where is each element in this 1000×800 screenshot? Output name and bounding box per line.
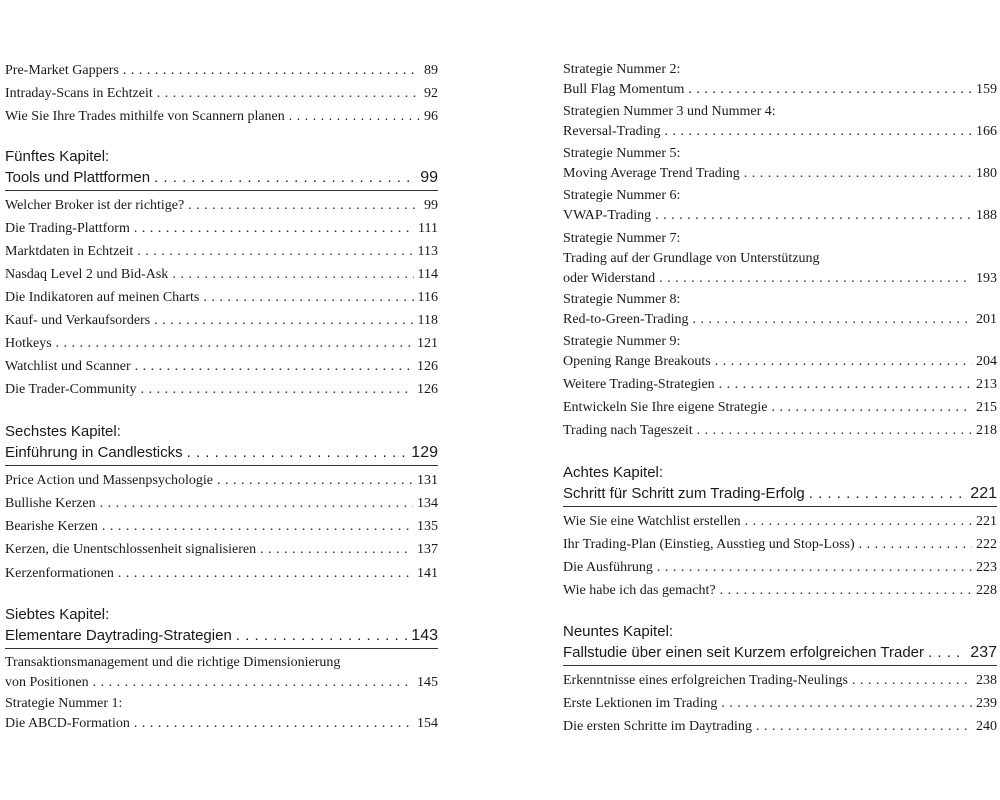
chapter-divider	[5, 465, 438, 466]
toc-entry[interactable]	[5, 83, 438, 104]
toc-entry[interactable]	[5, 470, 438, 491]
entry-page: 154	[417, 716, 438, 731]
toc-entry[interactable]	[5, 653, 438, 693]
entry-line: Strategie Nummer 9:	[563, 334, 681, 349]
entry-page: 114	[417, 267, 438, 282]
entry-title: Die Indikatoren auf meinen Charts	[5, 290, 200, 305]
leader-dots	[154, 310, 413, 331]
leader-dots	[134, 714, 413, 734]
entry-line: Trading auf der Grundlage von Unterstützung	[563, 251, 820, 266]
entry-title: Wie Sie Ihre Trades mithilfe von Scannern planen	[5, 109, 285, 124]
leader-dots	[260, 539, 413, 560]
entry-line: Strategie Nummer 2:	[563, 62, 681, 77]
entry-title: Bearishe Kerzen	[5, 519, 98, 534]
chapter-heading-6[interactable]	[5, 422, 438, 463]
chapter-label: Neuntes Kapitel:	[563, 623, 674, 640]
chapter-title: Schritt für Schritt zum Trading-Erfolg	[563, 485, 805, 502]
entry-page: 141	[417, 566, 438, 581]
entry-line: Strategie Nummer 5:	[563, 146, 681, 161]
leader-dots	[157, 83, 420, 104]
entry-title: Moving Average Trend Trading	[563, 166, 740, 181]
chapter-title: Einführung in Candlesticks	[5, 444, 183, 461]
toc-entry[interactable]	[5, 310, 438, 331]
toc-entry[interactable]	[5, 493, 438, 514]
entry-title: Price Action und Massenpsychologie	[5, 473, 214, 488]
chapter-title: Elementare Daytrading-Strategien	[5, 627, 232, 644]
entry-title: Weitere Trading-Strategien	[563, 377, 715, 392]
entry-title: Wie Sie eine Watchlist erstellen	[563, 514, 741, 529]
leader-dots	[134, 218, 414, 239]
leader-dots	[187, 442, 408, 463]
entry-page: 193	[976, 271, 997, 286]
toc-entry[interactable]	[563, 186, 997, 226]
entry-title: Marktdaten in Echtzeit	[5, 244, 134, 259]
entry-line: Strategie Nummer 7:	[563, 231, 681, 246]
toc-entry[interactable]	[5, 264, 438, 285]
leader-dots	[100, 493, 413, 514]
entry-page: 135	[417, 519, 438, 534]
entry-title: Die Trading-Plattform	[5, 221, 130, 236]
entry-title: VWAP-Trading	[563, 208, 652, 223]
toc-entry[interactable]	[5, 218, 438, 239]
leader-dots	[289, 106, 420, 127]
chapter-divider	[5, 190, 438, 191]
toc-entry[interactable]	[5, 539, 438, 560]
entry-line: Strategien Nummer 3 und Nummer 4:	[563, 104, 776, 119]
chapter-label: Siebtes Kapitel:	[5, 606, 110, 623]
entry-title: Kerzenformationen	[5, 566, 114, 581]
entry-title: Pre-Market Gappers	[5, 63, 119, 78]
toc-entry[interactable]	[5, 694, 438, 734]
entry-page: 228	[976, 583, 997, 598]
entry-title: Trading nach Tageszeit	[563, 423, 693, 438]
entry-title: Red-to-Green-Trading	[563, 312, 689, 327]
leader-dots	[928, 642, 966, 663]
entry-line: Strategie Nummer 1:	[5, 696, 123, 711]
entry-page: 215	[976, 400, 997, 415]
entry-page: 145	[417, 675, 438, 690]
leader-dots	[745, 511, 972, 532]
toc-entry[interactable]	[563, 229, 997, 289]
toc-entry[interactable]	[5, 195, 438, 216]
toc-entry[interactable]	[563, 397, 997, 418]
toc-entry[interactable]	[563, 332, 997, 372]
entry-page: 118	[417, 313, 438, 328]
chapter-title: Tools und Plattformen	[5, 169, 151, 186]
chapter-heading-7[interactable]	[5, 605, 438, 646]
leader-dots	[217, 470, 413, 491]
entry-title: Die ABCD-Formation	[5, 716, 130, 731]
entry-page: 134	[417, 496, 438, 511]
chapter-label: Sechstes Kapitel:	[5, 423, 121, 440]
toc-entry[interactable]	[5, 106, 438, 127]
chapter-label: Achtes Kapitel:	[563, 464, 664, 481]
leader-dots	[102, 516, 413, 537]
leader-dots	[203, 287, 413, 308]
entry-page: 238	[976, 673, 997, 688]
entry-page: 180	[976, 166, 997, 181]
leader-dots	[657, 557, 972, 578]
leader-dots	[859, 534, 972, 555]
leader-dots	[721, 693, 972, 714]
toc-entry[interactable]	[5, 241, 438, 262]
toc-entry[interactable]	[563, 102, 997, 142]
entry-title: Intraday-Scans in Echtzeit	[5, 86, 153, 101]
entry-page: 99	[424, 198, 438, 213]
leader-dots	[135, 356, 413, 377]
chapter-page: 221	[970, 485, 997, 502]
chapter-heading-5[interactable]	[5, 147, 438, 188]
entry-page: 239	[976, 696, 997, 711]
leader-dots	[771, 397, 972, 418]
entry-title: oder Widerstand	[563, 271, 656, 286]
leader-dots	[809, 483, 967, 504]
chapter-page: 129	[411, 444, 438, 461]
entry-page: 204	[976, 354, 997, 369]
entry-line: Strategie Nummer 8:	[563, 292, 681, 307]
toc-entry[interactable]	[563, 693, 997, 714]
entry-page: 240	[976, 719, 997, 734]
toc-entry[interactable]	[5, 333, 438, 354]
toc-entry[interactable]	[563, 511, 997, 532]
entry-title: Erste Lektionen im Trading	[563, 696, 718, 711]
chapter-divider	[5, 648, 438, 649]
entry-page: 221	[976, 514, 997, 529]
leader-dots	[715, 352, 972, 372]
entry-title: Kerzen, die Unentschlossenheit signalisieren	[5, 542, 257, 557]
chapter-divider	[563, 665, 997, 666]
entry-page: 137	[417, 542, 438, 557]
entry-page: 131	[417, 473, 438, 488]
leader-dots	[852, 670, 972, 691]
entry-page: 159	[976, 82, 997, 97]
chapter-page: 237	[970, 644, 997, 661]
entry-title: Opening Range Breakouts	[563, 354, 711, 369]
entry-page: 89	[424, 63, 438, 78]
entry-page: 121	[417, 336, 438, 351]
leader-dots	[692, 310, 972, 330]
leader-dots	[659, 269, 972, 289]
entry-page: 116	[417, 290, 438, 305]
entry-title: Kauf- und Verkaufsorders	[5, 313, 151, 328]
chapter-divider	[563, 506, 997, 507]
entry-title: Nasdaq Level 2 und Bid-Ask	[5, 267, 169, 282]
entry-page: 223	[976, 560, 997, 575]
entry-page: 218	[976, 423, 997, 438]
leader-dots	[118, 563, 413, 584]
entry-page: 126	[417, 359, 438, 374]
toc-entry[interactable]	[563, 580, 997, 601]
leader-dots	[137, 241, 413, 262]
chapter-page: 143	[411, 627, 438, 644]
leader-dots	[688, 80, 972, 100]
entry-title: Die Ausführung	[563, 560, 653, 575]
toc-entry[interactable]	[563, 144, 997, 184]
entry-page: 166	[976, 124, 997, 139]
leader-dots	[172, 264, 413, 285]
toc-entry[interactable]	[563, 534, 997, 555]
entry-line: Transaktionsmanagement und die richtige Dimensionierung	[5, 655, 341, 670]
entry-page: 213	[976, 377, 997, 392]
leader-dots	[154, 167, 416, 188]
entry-title: Hotkeys	[5, 336, 52, 351]
leader-dots	[719, 374, 972, 395]
entry-title: Erkenntnisse eines erfolgreichen Trading-Neulings	[563, 673, 848, 688]
entry-page: 222	[976, 537, 997, 552]
entry-page: 201	[976, 312, 997, 327]
chapter-label: Fünftes Kapitel:	[5, 148, 110, 165]
entry-title: Watchlist und Scanner	[5, 359, 131, 374]
chapter-heading-9[interactable]	[563, 622, 997, 663]
leader-dots	[141, 379, 413, 400]
toc-entry[interactable]	[5, 563, 438, 584]
toc-entry[interactable]	[563, 420, 997, 441]
entry-title: Bullishe Kerzen	[5, 496, 96, 511]
chapter-page: 99	[420, 169, 438, 186]
leader-dots	[188, 195, 420, 216]
leader-dots	[756, 716, 972, 737]
leader-dots	[123, 60, 420, 81]
entry-page: 126	[417, 382, 438, 397]
entry-title: Entwickeln Sie Ihre eigene Strategie	[563, 400, 768, 415]
toc-entry[interactable]	[5, 516, 438, 537]
entry-title: Welcher Broker ist der richtige?	[5, 198, 185, 213]
entry-page: 92	[424, 86, 438, 101]
toc-entry[interactable]	[5, 379, 438, 400]
leader-dots	[697, 420, 972, 441]
leader-dots	[236, 625, 408, 646]
entry-title: Reversal-Trading	[563, 124, 661, 139]
entry-title: Ihr Trading-Plan (Einstieg, Ausstieg und Stop-Loss)	[563, 537, 855, 552]
toc-entry[interactable]	[563, 290, 997, 330]
toc-entry[interactable]	[563, 670, 997, 691]
toc-entry[interactable]	[563, 60, 997, 100]
entry-page: 188	[976, 208, 997, 223]
leader-dots	[56, 333, 413, 354]
entry-line: Strategie Nummer 6:	[563, 188, 681, 203]
toc-entry[interactable]	[5, 287, 438, 308]
toc-entry[interactable]	[5, 356, 438, 377]
leader-dots	[720, 580, 972, 601]
entry-title: Bull Flag Momentum	[563, 82, 685, 97]
leader-dots	[744, 164, 972, 184]
chapter-title: Fallstudie über einen seit Kurzem erfolgreichen Trader	[563, 644, 925, 661]
leader-dots	[655, 206, 972, 226]
leader-dots	[664, 122, 972, 142]
entry-title: von Positionen	[5, 675, 89, 690]
entry-page: 113	[417, 244, 438, 259]
toc-entry[interactable]	[5, 60, 438, 81]
toc-entry[interactable]	[563, 716, 997, 737]
entry-page: 96	[424, 109, 438, 124]
entry-title: Wie habe ich das gemacht?	[563, 583, 716, 598]
toc-entry[interactable]	[563, 557, 997, 578]
entry-title: Die Trader-Community	[5, 382, 137, 397]
entry-title: Die ersten Schritte im Daytrading	[563, 719, 752, 734]
leader-dots	[93, 673, 413, 693]
toc-entry[interactable]	[563, 374, 997, 395]
entry-page: 111	[418, 221, 438, 236]
chapter-heading-8[interactable]	[563, 463, 997, 504]
